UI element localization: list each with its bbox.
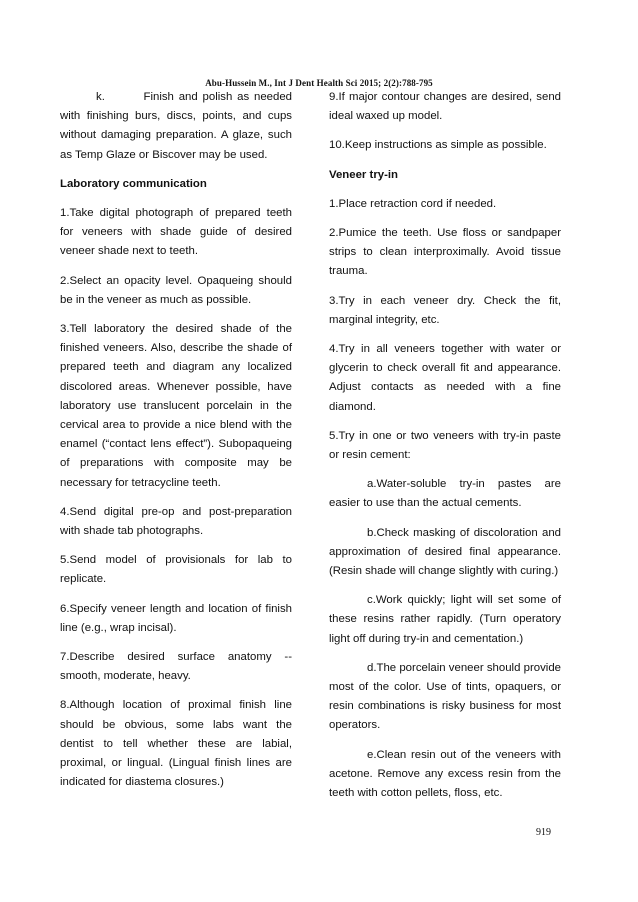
- lab-item-6: 6.Specify veneer length and location of finish line (e.g., wrap incisal).: [60, 602, 292, 634]
- tryin-item-4: 4.Try in all veneers together with water or glycerin to check overall fit and appearance. Adjust contacts as needed with a fine diamond.: [329, 343, 561, 413]
- lab-item-9: 9.If major contour changes are desired, send ideal waxed up model.: [329, 91, 561, 123]
- tryin-subitem-e: e.Clean resin out of the veneers with acetone. Remove any excess resin from the teeth with cotton pellets, floss, etc.: [329, 748, 561, 800]
- lab-item-5: 5.Send model of provisionals for lab to replicate.: [60, 554, 292, 586]
- lab-item-8: 8.Although location of proximal finish line should be obvious, some labs want the dentist to tell whether these are labial, proximal, or lingual. (Lingual finish lines are indicated for diastema closures.): [60, 699, 292, 789]
- tryin-subitem-c: c.Work quickly; light will set some of these resins rather rapidly. (Turn operatory light off during try-in and cementation.): [329, 594, 561, 645]
- tryin-subitem-b: b.Check masking of discoloration and approximation of desired final appearance. (Resin shade will change slightly with curing.): [329, 526, 561, 578]
- tryin-subitem-d: d.The porcelain veneer should provide most of the color. Use of tints, opaquers, or resin combinations is risky business for most operators.: [329, 661, 561, 732]
- tryin-item-3: 3.Try in each veneer dry. Check the fit, marginal integrity, etc.: [329, 294, 561, 326]
- left-column: [60, 88, 296, 803]
- tryin-subitem-a: a.Water-soluble try-in pastes are easier to use than the actual cements.: [329, 478, 561, 510]
- page-number: 919: [536, 827, 551, 838]
- lab-item-4: 4.Send digital pre-op and post-preparation with shade tab photographs.: [60, 505, 292, 538]
- tryin-item-1: 1.Place retraction cord if needed.: [329, 197, 497, 210]
- step-k-paragraph: k. Finish and polish as needed with finishing burs, discs, points, and cups without damaging preparation. A glaze, such as Temp Glaze or Biscover may be used.: [60, 91, 296, 161]
- lab-item-3: 3.Tell laboratory the desired shade of the finished veneers. Also, describe the shade of prepared teeth and diagram any localized discolored areas. Whenever possible, have laboratory use translucent porcelain in the cervical area to provide a nice blend with the enamel (“contact lens effect”). Subopaqueing of preparations with composite may be necessary for tetracycline teeth.: [60, 323, 292, 489]
- right-column: [329, 88, 561, 813]
- lab-item-1: 1.Take digital photograph of prepared teeth for veneers with shade guide of desired veneer shade next to teeth.: [60, 207, 292, 258]
- lab-item-7: 7.Describe desired surface anatomy -- smooth, moderate, heavy.: [60, 651, 292, 683]
- section-heading-veneer-try-in: Veneer try-in: [329, 168, 399, 181]
- lab-item-2: 2.Select an opacity level. Opaqueing should be in the veneer as much as possible.: [60, 274, 292, 306]
- running-header: Abu-Hussein M., Int J Dent Health Sci 2015; 2(2):788-795: [205, 78, 433, 88]
- tryin-item-5: 5.Try in one or two veneers with try-in paste or resin cement:: [329, 429, 561, 462]
- tryin-item-2: 2.Pumice the teeth. Use floss or sandpaper strips to clean interproximally. Avoid tissue trauma.: [329, 227, 561, 278]
- section-heading-laboratory-communication: Laboratory communication: [60, 177, 207, 190]
- lab-item-10: 10.Keep instructions as simple as possible.: [329, 139, 547, 152]
